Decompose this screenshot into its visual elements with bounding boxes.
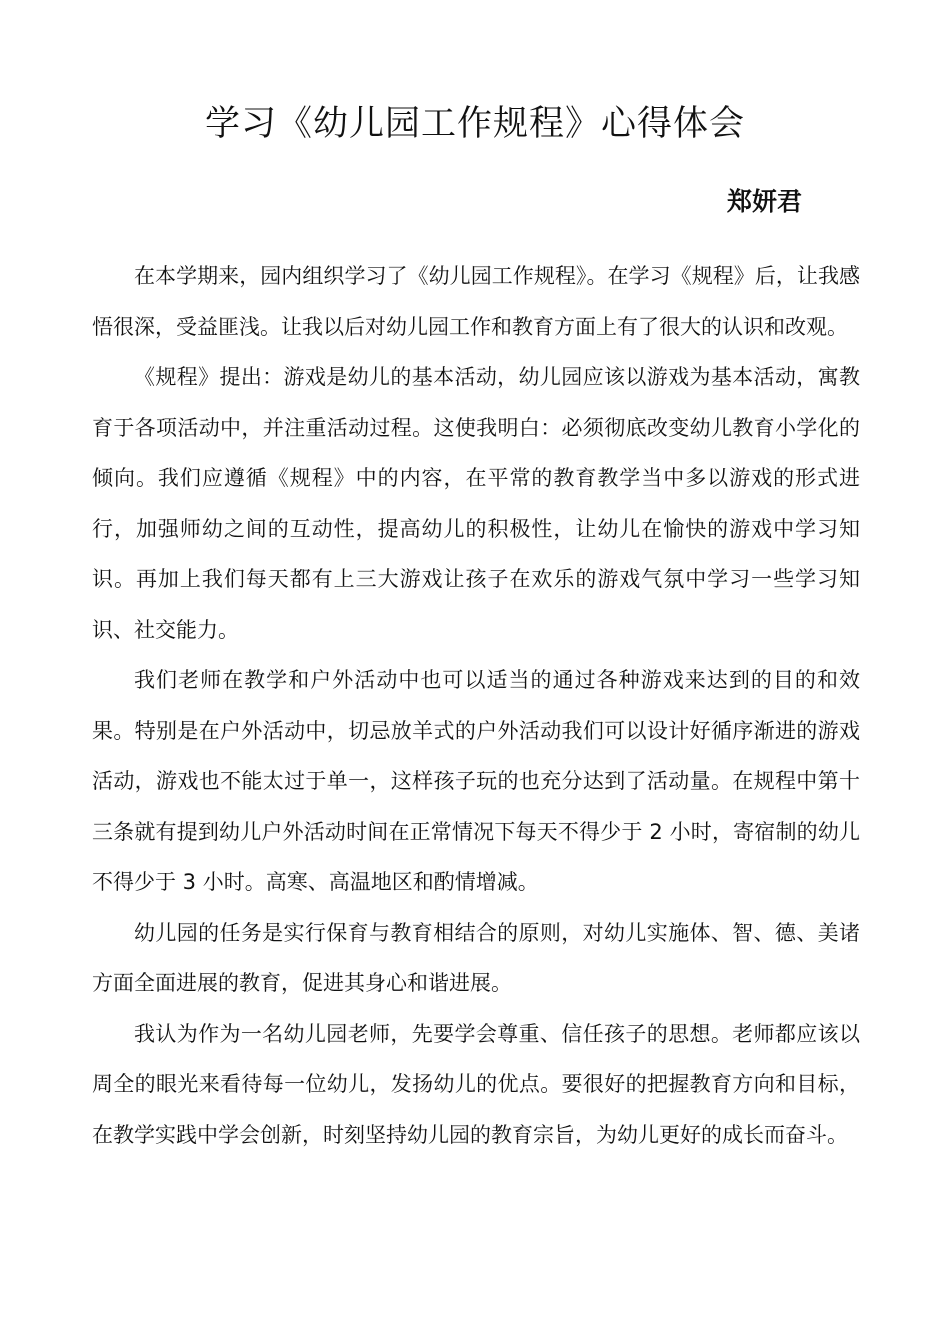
document-body bbox=[92, 251, 860, 1160]
paragraph: 《规程》提出：游戏是幼儿的基本活动，幼儿园应该以游戏为基本活动，寓教育于各项活动中，并注重活动过程。这使我明白：必须彻底改变幼儿教育小学化的倾向。我们应遵循《规程》中的内容，在平常的教育教学当中多以游戏的形式进行，加强师幼之间的互动性，提高幼儿的积极性，让幼儿在愉快的游戏中学习知识。再加上我们每天都有上三大游戏让孩子在欢乐的游戏气氛中学习一些学习知识、社交能力。 bbox=[92, 365, 860, 642]
paragraph: 在本学期来，园内组织学习了《幼儿园工作规程》。在学习《规程》后，让我感悟很深，受益匪浅。让我以后对幼儿园工作和教育方面上有了很大的认识和改观。 bbox=[92, 264, 860, 339]
paragraph: 幼儿园的任务是实行保育与教育相结合的原则，对幼儿实施体、智、德、美诸方面全面进展的教育，促进其身心和谐进展。 bbox=[92, 920, 860, 995]
document-title: 学习《幼儿园工作规程》心得体会 bbox=[204, 104, 745, 144]
paragraph: 我认为作为一名幼儿园老师，先要学会尊重、信任孩子的思想。老师都应该以周全的眼光来看待每一位幼儿，发扬幼儿的优点。要很好的把握教育方向和目标，在教学实践中学会创新，时刻坚持幼儿园的教育宗旨，为幼儿更好的成长而奋斗。 bbox=[92, 1021, 860, 1147]
document-author: 郑妍君 bbox=[726, 187, 802, 216]
paragraph: 我们老师在教学和户外活动中也可以适当的通过各种游戏来达到的目的和效果。特别是在户外活动中，切忌放羊式的户外活动我们可以设计好循序渐进的游戏活动，游戏也不能太过于单一，这样孩子玩的也充分达到了活动量。在规程中第十三条就有提到幼儿户外活动时间在正常情况下每天不得少于 2 小时，寄宿制的幼儿不得少于 3 小时。高寒、高温地区和酌情增减。 bbox=[92, 668, 860, 894]
